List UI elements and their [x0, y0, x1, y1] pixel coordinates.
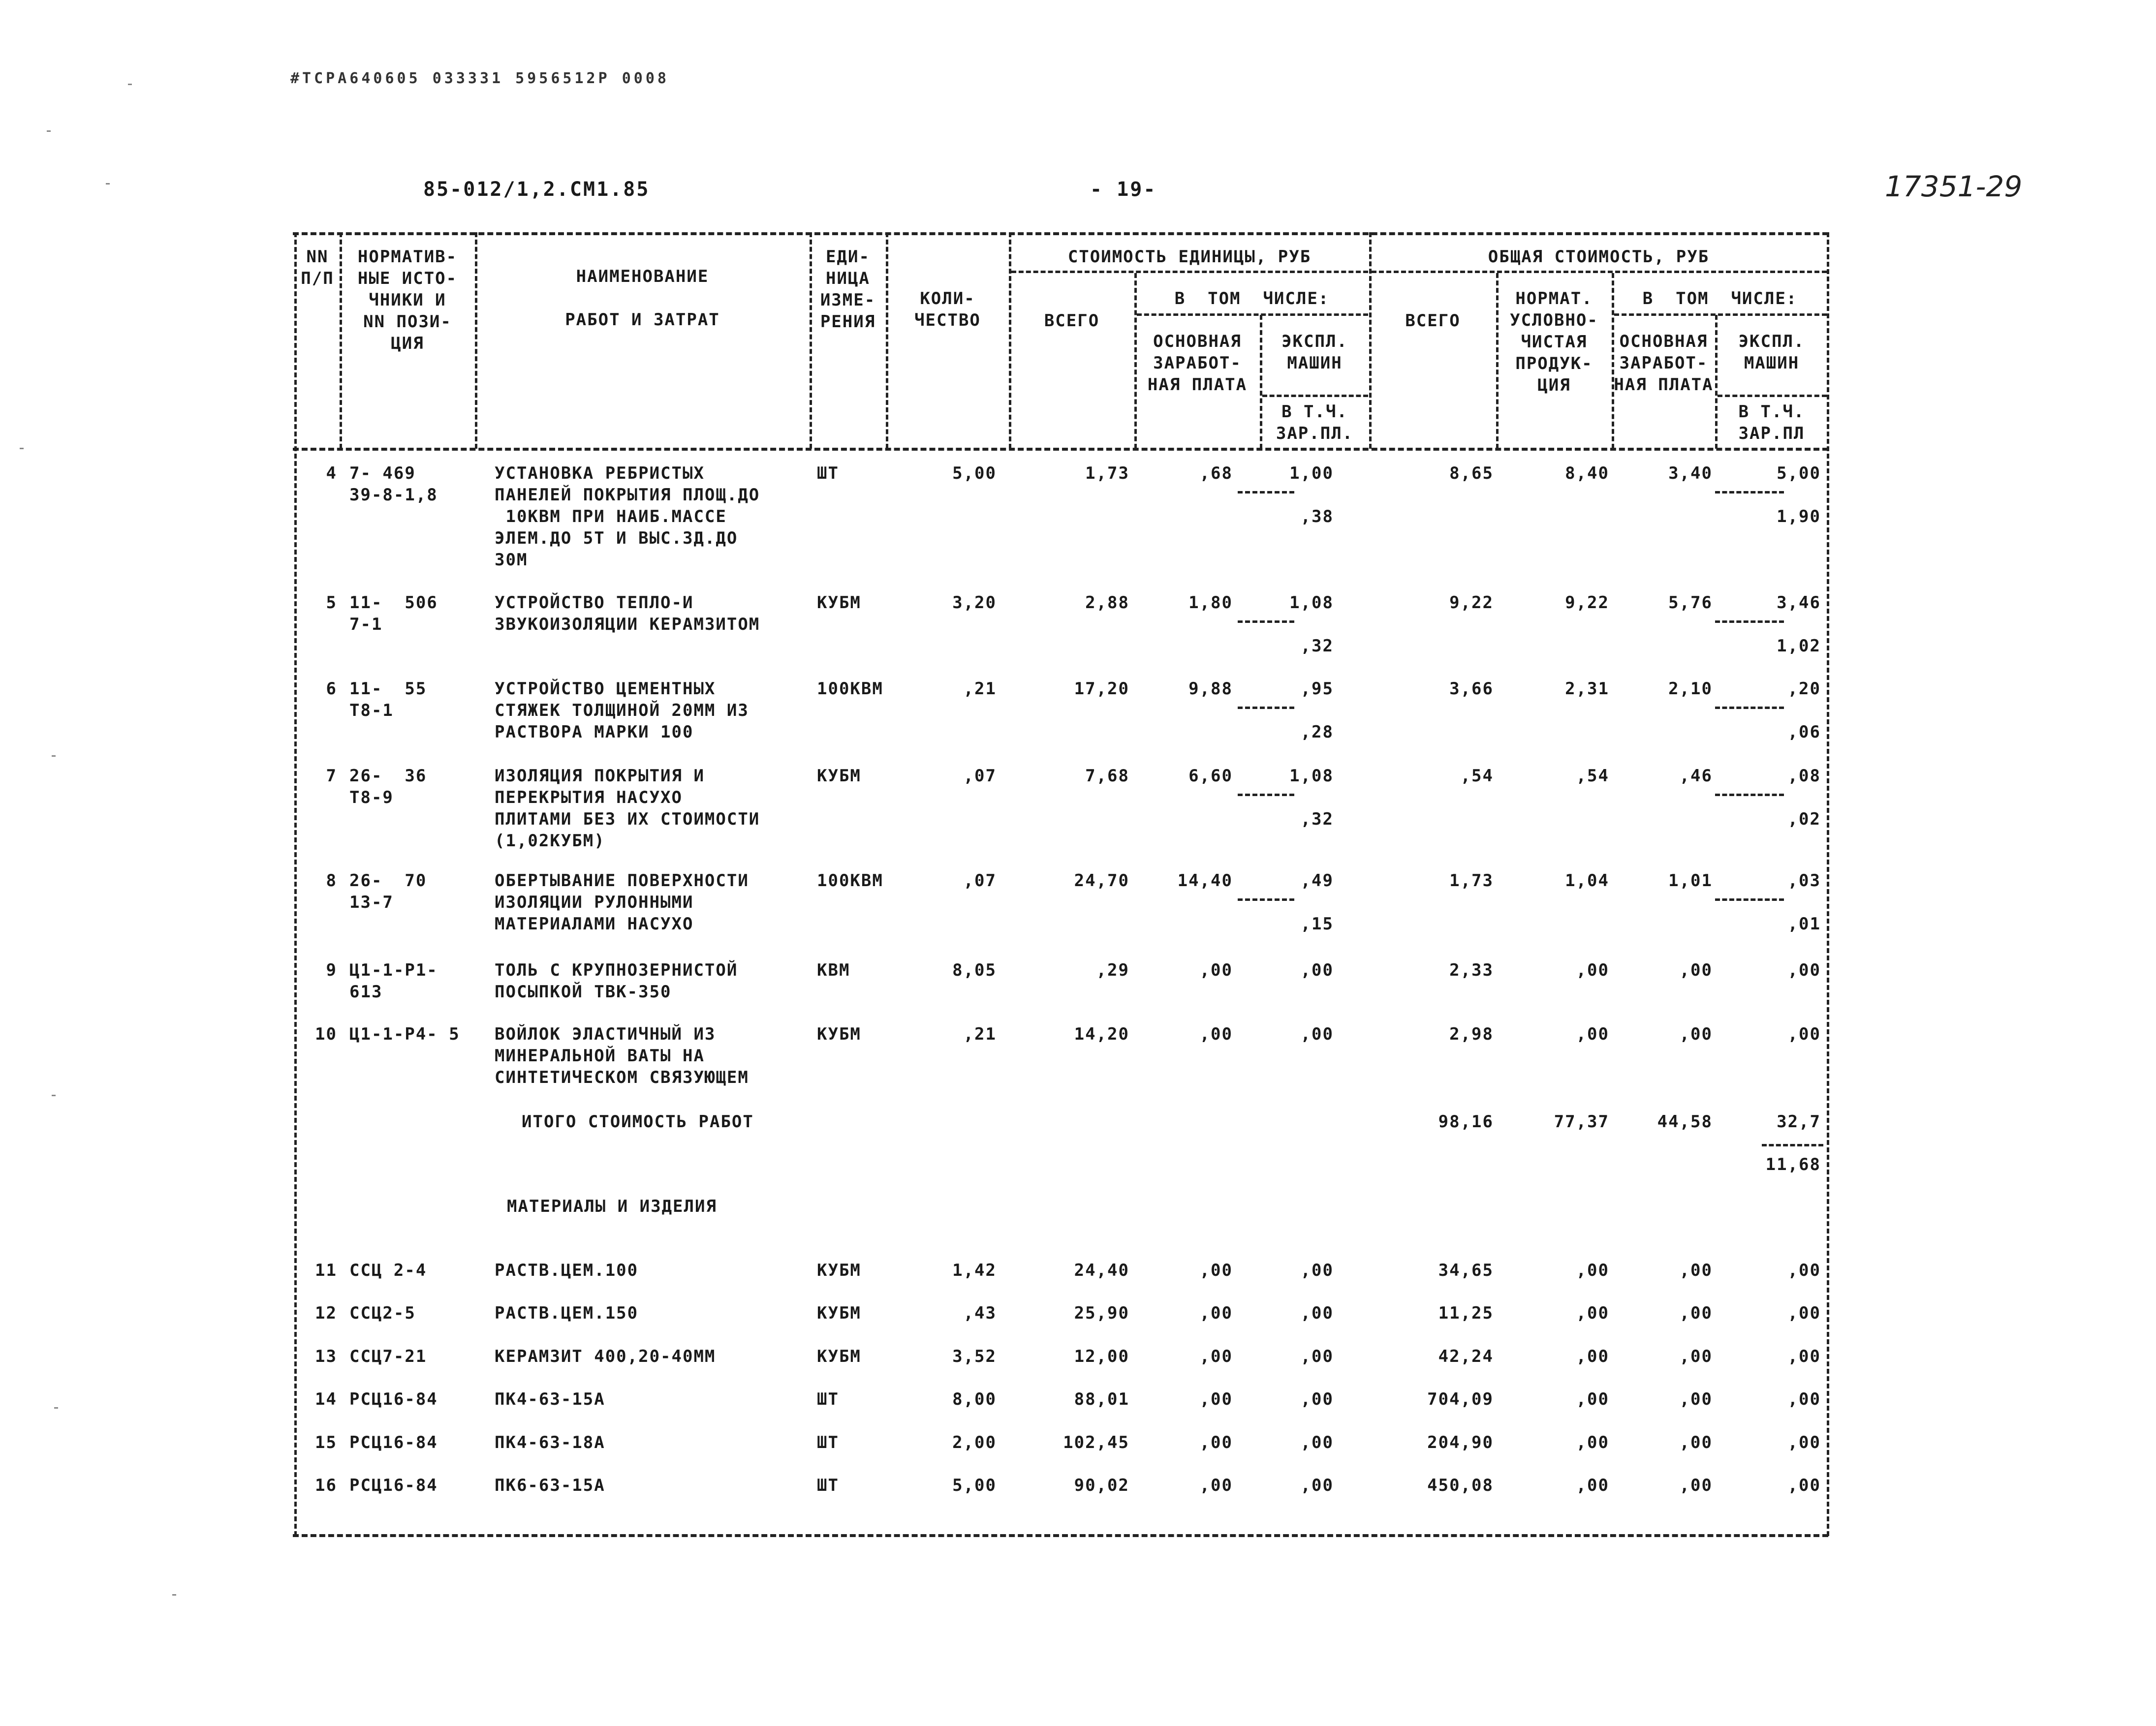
subtotal-divider: [1762, 1144, 1823, 1146]
header-total-cost: ОБЩАЯ СТОИМОСТЬ, РУБ: [1488, 247, 1710, 267]
total-wage: ,00: [1679, 1303, 1713, 1323]
header-total-net-production: НОРМАТ. УСЛОВНО- ЧИСТАЯ ПРОДУК- ЦИЯ: [1510, 289, 1598, 395]
norm-source: 11- 55 Т8-1: [349, 679, 427, 720]
total-all: 3,66: [1449, 679, 1494, 699]
work-name: ИЗОЛЯЦИЯ ПОКРЫТИЯ И ПЕРЕКРЫТИЯ НАСУХО ПЛИТАМИ БЕЗ ИХ СТОИМОСТИ (1,02КУБМ): [495, 766, 760, 851]
header-quantity: КОЛИ- ЧЕСТВО: [914, 289, 981, 330]
unit-machines: 1,08: [1289, 766, 1334, 786]
norm-source: Ц1-1-Р1- 613: [349, 960, 438, 1002]
unit-machines: ,00: [1300, 1476, 1334, 1495]
unit-total: 88,01: [1074, 1389, 1129, 1409]
header-total-machine-wage: В Т.Ч. ЗАР.ПЛ: [1738, 402, 1805, 443]
work-name: ПК6-63-15А: [495, 1476, 605, 1495]
total-wage: 1,01: [1668, 871, 1713, 891]
unit-total: 90,02: [1074, 1476, 1129, 1495]
table-top-rule: [293, 232, 1828, 235]
norm-source: РСЦ16-84: [349, 1433, 438, 1452]
total-wage: ,00: [1679, 1389, 1713, 1409]
quantity: 5,00: [952, 1476, 997, 1495]
scan-speck: [52, 755, 56, 757]
unit-machines: ,00: [1300, 1347, 1334, 1366]
unit-wage: ,00: [1199, 1476, 1233, 1495]
header-col-divider: [886, 232, 888, 449]
work-name: УСТАНОВКА РЕБРИСТЫХ ПАНЕЛЕЙ ПОКРЫТИЯ ПЛОЩ.ДО 10КВМ ПРИ НАИБ.МАССЕ ЭЛЕМ.ДО 5Т И ВЫС.ЗД.ДО 30М: [495, 463, 760, 570]
unit-machines: ,00: [1300, 960, 1334, 980]
total-net-production: ,00: [1576, 960, 1609, 980]
total-wage: ,00: [1679, 1261, 1713, 1280]
total-machine-wage: ,01: [1787, 914, 1821, 934]
unit-machines: 1,08: [1289, 593, 1334, 613]
materials-section-title: МАТЕРИАЛЫ И ИЗДЕЛИЯ: [507, 1197, 717, 1216]
header-total-machines: ЭКСПЛ. МАШИН: [1738, 332, 1805, 373]
header-sub-rule: [1614, 313, 1827, 316]
unit-wage: ,00: [1199, 1024, 1233, 1044]
unit-machine-wage: ,32: [1300, 809, 1334, 829]
quantity: ,43: [963, 1303, 997, 1323]
scan-speck: [20, 448, 24, 449]
total-machines: ,03: [1787, 871, 1821, 891]
work-name: РАСТВ.ЦЕМ.100: [495, 1261, 639, 1280]
unit-wage: 1,80: [1188, 593, 1233, 613]
header-bottom-rule: [293, 448, 1828, 451]
total-net-production: ,00: [1576, 1347, 1609, 1366]
unit-wage: ,00: [1199, 1433, 1233, 1452]
unit-total: 102,45: [1063, 1433, 1129, 1452]
unit-total: 25,90: [1074, 1303, 1129, 1323]
subtotal-machine-wage: 11,68: [1765, 1155, 1821, 1174]
norm-source: ССЦ7-21: [349, 1347, 427, 1366]
unit-machines: 1,00: [1289, 463, 1334, 483]
header-unit-cost: СТОИМОСТЬ ЕДИНИЦЫ, РУБ: [1067, 247, 1312, 267]
section-code: 85-012/1,2.СМ1.85: [423, 178, 650, 201]
row-number: 16: [315, 1476, 337, 1495]
norm-source: 26- 36 Т8-9: [349, 766, 427, 807]
total-wage: 5,76: [1668, 593, 1713, 613]
row-number: 7: [326, 766, 337, 786]
header-sub-rule: [1718, 395, 1827, 397]
header-col-divider: [475, 232, 477, 449]
unit-wage: ,00: [1199, 1303, 1233, 1323]
total-machines: ,00: [1787, 1433, 1821, 1452]
total-machine-divider: [1715, 620, 1784, 623]
total-wage: ,00: [1679, 1024, 1713, 1044]
subtotal-net-production: 77,37: [1554, 1112, 1609, 1132]
total-machine-wage: ,06: [1787, 722, 1821, 742]
total-net-production: ,00: [1576, 1389, 1609, 1409]
header-total-all: ВСЕГО: [1405, 311, 1461, 331]
quantity: 8,00: [952, 1389, 997, 1409]
total-all: 2,33: [1449, 960, 1494, 980]
total-wage: ,00: [1679, 1347, 1713, 1366]
row-number: 14: [315, 1389, 337, 1409]
total-all: 42,24: [1438, 1347, 1494, 1366]
unit: КВМ: [817, 960, 850, 980]
quantity: 8,05: [952, 960, 997, 980]
header-norm-source: НОРМАТИВ- НЫЕ ИСТО- ЧНИКИ И NN ПОЗИ- ЦИЯ: [357, 247, 458, 353]
header-sub-rule: [1011, 271, 1368, 273]
unit-machine-divider: [1238, 794, 1294, 796]
total-machines: ,00: [1787, 1389, 1821, 1409]
total-net-production: 8,40: [1565, 463, 1609, 483]
unit-machines: ,00: [1300, 1389, 1334, 1409]
quantity: 5,00: [952, 463, 997, 483]
quantity: ,07: [963, 766, 997, 786]
total-machine-wage: ,02: [1787, 809, 1821, 829]
unit: КУБМ: [817, 1303, 861, 1323]
total-all: 9,22: [1449, 593, 1494, 613]
unit: ШТ: [817, 1389, 839, 1409]
total-all: 204,90: [1427, 1433, 1494, 1452]
scan-speck: [54, 1407, 58, 1409]
document-code: #ТСРА640605 033331 5956512Р 0008: [290, 70, 669, 87]
quantity: 3,52: [952, 1347, 997, 1366]
norm-source: ССЦ 2-4: [349, 1261, 427, 1280]
unit-total: 7,68: [1085, 766, 1129, 786]
unit-wage: 9,88: [1188, 679, 1233, 699]
total-net-production: ,00: [1576, 1303, 1609, 1323]
header-nn: NN П/П: [301, 247, 334, 288]
header-name: НАИМЕНОВАНИЕ РАБОТ И ЗАТРАТ: [565, 267, 720, 330]
total-all: 704,09: [1427, 1389, 1494, 1409]
page-number: - 19-: [1090, 178, 1157, 201]
norm-source: РСЦ16-84: [349, 1476, 438, 1495]
header-unit-machine-wage: В Т.Ч. ЗАР.ПЛ.: [1276, 402, 1354, 443]
row-number: 4: [326, 463, 337, 483]
work-name: УСТРОЙСТВО ТЕПЛО-И ЗВУКОИЗОЛЯЦИИ КЕРАМЗИТОМ: [495, 593, 760, 634]
work-name: ТОЛЬ С КРУПНОЗЕРНИСТОЙ ПОСЫПКОЙ ТВК-350: [495, 960, 738, 1002]
unit-machine-wage: ,38: [1300, 507, 1334, 526]
total-machines: ,00: [1787, 1476, 1821, 1495]
unit-machine-wage: ,15: [1300, 914, 1334, 934]
header-sub-rule: [1262, 395, 1368, 397]
total-machines: 5,00: [1777, 463, 1821, 483]
unit-machines: ,95: [1300, 679, 1334, 699]
total-net-production: ,00: [1576, 1024, 1609, 1044]
total-net-production: ,00: [1576, 1261, 1609, 1280]
unit-wage: 6,60: [1188, 766, 1233, 786]
subtotal-total: 98,16: [1438, 1112, 1494, 1132]
unit: ШТ: [817, 463, 839, 483]
header-sub-rule: [1372, 271, 1827, 273]
unit-machines: ,00: [1300, 1433, 1334, 1452]
work-name: УСТРОЙСТВО ЦЕМЕНТНЫХ СТЯЖЕК ТОЛЩИНОЙ 20ММ ИЗ РАСТВОРА МАРКИ 100: [495, 679, 749, 742]
scan-speck: [106, 183, 110, 185]
header-sub-rule: [1137, 313, 1368, 316]
total-machine-divider: [1715, 491, 1784, 493]
work-name: ОБЕРТЫВАНИЕ ПОВЕРХНОСТИ ИЗОЛЯЦИИ РУЛОННЫМИ МАТЕРИАЛАМИ НАСУХО: [495, 871, 749, 934]
unit-wage: ,00: [1199, 960, 1233, 980]
unit-wage: ,00: [1199, 1261, 1233, 1280]
total-machines: ,00: [1787, 1303, 1821, 1323]
row-number: 12: [315, 1303, 337, 1323]
unit-machine-divider: [1238, 707, 1294, 709]
unit-wage: ,00: [1199, 1389, 1233, 1409]
unit-total: ,29: [1096, 960, 1129, 980]
quantity: 1,42: [952, 1261, 997, 1280]
unit-machines: ,49: [1300, 871, 1334, 891]
unit: КУБМ: [817, 1347, 861, 1366]
work-name: ВОЙЛОК ЭЛАСТИЧНЫЙ ИЗ МИНЕРАЛЬНОЙ ВАТЫ НА СИНТЕТИЧЕСКОМ СВЯЗУЮЩЕМ: [495, 1024, 749, 1087]
header-unit-machines: ЭКСПЛ. МАШИН: [1281, 332, 1348, 373]
quantity: 2,00: [952, 1433, 997, 1452]
quantity: ,21: [963, 679, 997, 699]
total-net-production: ,54: [1576, 766, 1609, 786]
unit: КУБМ: [817, 593, 861, 613]
norm-source: РСЦ16-84: [349, 1389, 438, 1409]
total-wage: ,00: [1679, 960, 1713, 980]
total-machine-divider: [1715, 707, 1784, 709]
unit: ШТ: [817, 1476, 839, 1495]
norm-source: 26- 70 13-7: [349, 871, 427, 912]
unit-machines: ,00: [1300, 1261, 1334, 1280]
total-net-production: 2,31: [1565, 679, 1609, 699]
norm-source: 7- 469 39-8-1,8: [349, 463, 438, 505]
total-net-production: 9,22: [1565, 593, 1609, 613]
header-unit: ЕДИ- НИЦА ИЗМЕ- РЕНИЯ: [820, 247, 876, 332]
total-net-production: ,00: [1576, 1433, 1609, 1452]
row-number: 9: [326, 960, 337, 980]
work-name: ПК4-63-15А: [495, 1389, 605, 1409]
work-name: ПК4-63-18А: [495, 1433, 605, 1452]
row-number: 5: [326, 593, 337, 613]
header-unit-total: ВСЕГО: [1044, 311, 1100, 331]
total-all: 1,73: [1449, 871, 1494, 891]
header-total-wage: ОСНОВНАЯ ЗАРАБОТ- НАЯ ПЛАТА: [1614, 332, 1714, 395]
total-all: 450,08: [1427, 1476, 1494, 1495]
unit-total: 24,70: [1074, 871, 1129, 891]
unit-wage: 14,40: [1177, 871, 1233, 891]
scan-speck: [172, 1594, 176, 1596]
total-machines: ,20: [1787, 679, 1821, 699]
unit-total: 17,20: [1074, 679, 1129, 699]
total-machines: ,00: [1787, 1261, 1821, 1280]
unit-machines: ,00: [1300, 1303, 1334, 1323]
unit: КУБМ: [817, 1024, 861, 1044]
total-all: ,54: [1460, 766, 1494, 786]
unit-machine-divider: [1238, 491, 1294, 493]
row-number: 11: [315, 1261, 337, 1280]
total-wage: 2,10: [1668, 679, 1713, 699]
unit-total: 12,00: [1074, 1347, 1129, 1366]
header-total-including: В ТОМ ЧИСЛЕ:: [1642, 289, 1798, 308]
total-machine-divider: [1715, 794, 1784, 796]
total-machines: ,00: [1787, 1347, 1821, 1366]
total-net-production: 1,04: [1565, 871, 1609, 891]
total-machines: ,00: [1787, 960, 1821, 980]
total-machine-wage: 1,02: [1777, 636, 1821, 656]
row-number: 13: [315, 1347, 337, 1366]
unit: КУБМ: [817, 766, 861, 786]
unit-machines: ,00: [1300, 1024, 1334, 1044]
unit-wage: ,68: [1199, 463, 1233, 483]
total-wage: 3,40: [1668, 463, 1713, 483]
header-unit-including: В ТОМ ЧИСЛЕ:: [1174, 289, 1330, 308]
work-name: КЕРАМЗИТ 400,20-40ММ: [495, 1347, 716, 1366]
total-machines: ,08: [1787, 766, 1821, 786]
quantity: ,07: [963, 871, 997, 891]
quantity: 3,20: [952, 593, 997, 613]
unit-total: 1,73: [1085, 463, 1129, 483]
norm-source: Ц1-1-Р4- 5: [349, 1024, 460, 1044]
subtotal-machines: 32,7: [1777, 1112, 1821, 1132]
quantity: ,21: [963, 1024, 997, 1044]
unit-total: 24,40: [1074, 1261, 1129, 1280]
total-all: 2,98: [1449, 1024, 1494, 1044]
subtotal-label: ИТОГО СТОИМОСТЬ РАБОТ: [522, 1112, 754, 1132]
total-machine-wage: 1,90: [1777, 507, 1821, 526]
work-name: РАСТВ.ЦЕМ.150: [495, 1303, 639, 1323]
total-wage: ,00: [1679, 1433, 1713, 1452]
total-machine-divider: [1715, 898, 1784, 901]
total-all: 8,65: [1449, 463, 1494, 483]
subtotal-wage: 44,58: [1657, 1112, 1713, 1132]
norm-source: 11- 506 7-1: [349, 593, 438, 634]
unit-machine-divider: [1238, 898, 1294, 901]
unit: 100КВМ: [817, 679, 883, 699]
scan-speck: [128, 84, 132, 85]
table-bottom-rule: [293, 1534, 1828, 1537]
total-all: 34,65: [1438, 1261, 1494, 1280]
handwritten-sheet-number: 17351-29: [1885, 170, 2023, 203]
unit-machine-wage: ,32: [1300, 636, 1334, 656]
unit-machine-wage: ,28: [1300, 722, 1334, 742]
row-number: 10: [315, 1024, 337, 1044]
total-all: 11,25: [1438, 1303, 1494, 1323]
total-net-production: ,00: [1576, 1476, 1609, 1495]
row-number: 8: [326, 871, 337, 891]
total-machines: 3,46: [1777, 593, 1821, 613]
unit: 100КВМ: [817, 871, 883, 891]
scan-speck: [52, 1095, 56, 1096]
row-number: 6: [326, 679, 337, 699]
norm-source: ССЦ2-5: [349, 1303, 416, 1323]
total-machines: ,00: [1787, 1024, 1821, 1044]
unit-total: 14,20: [1074, 1024, 1129, 1044]
total-wage: ,46: [1679, 766, 1713, 786]
unit-total: 2,88: [1085, 593, 1129, 613]
unit-machine-divider: [1238, 620, 1294, 623]
unit-wage: ,00: [1199, 1347, 1233, 1366]
header-unit-wage: ОСНОВНАЯ ЗАРАБОТ- НАЯ ПЛАТА: [1147, 332, 1248, 395]
row-number: 15: [315, 1433, 337, 1452]
unit: КУБМ: [817, 1261, 861, 1280]
scan-speck: [47, 130, 51, 132]
unit: ШТ: [817, 1433, 839, 1452]
table-right-border: [1827, 232, 1829, 1536]
total-wage: ,00: [1679, 1476, 1713, 1495]
